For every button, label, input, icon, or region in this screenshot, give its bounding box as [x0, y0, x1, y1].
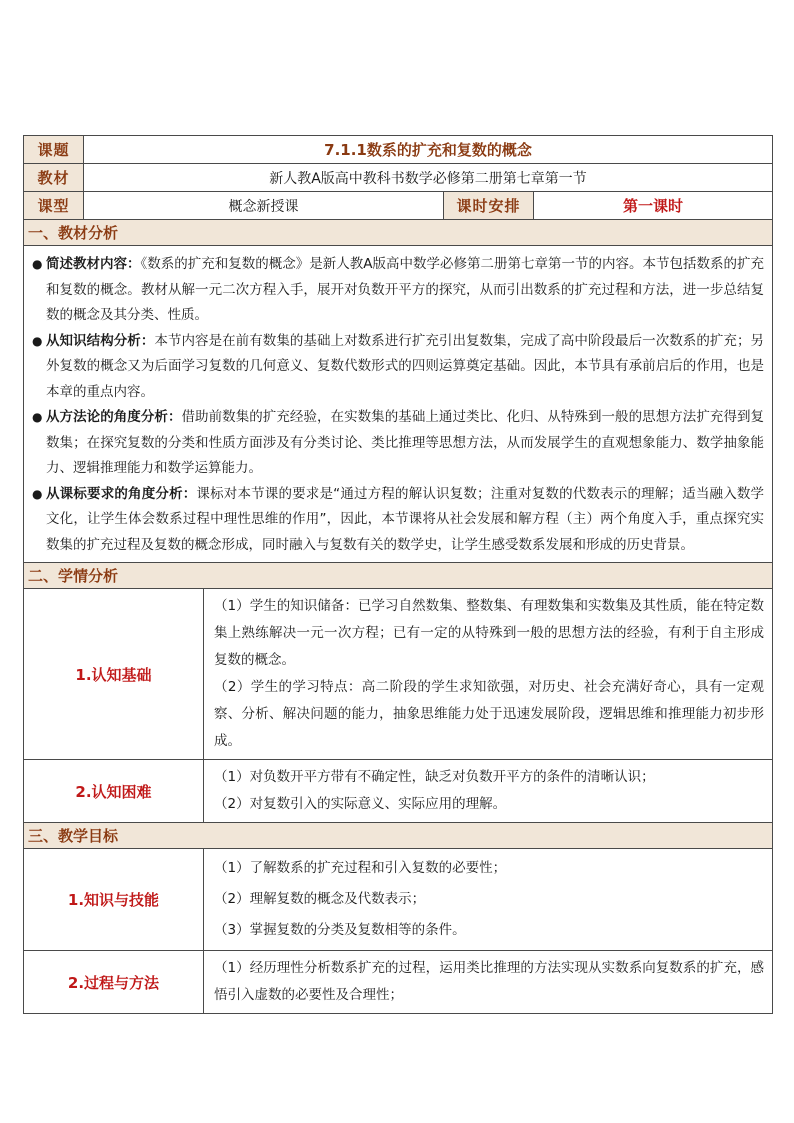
materials-item-body: 课标对本节课的要求是“通过方程的解认识复数；注重对复数的代数表示的理解；适当融入数学文化，让学生体会数系过程中理性思维的作用”，因此，本节课将从社会发展和解方程（主）两个角度入手，重点探究实数集的扩充过程及复数的概念形成，同时融入与复数有关的数学史，让学生感受数系发展和形成的历史背景。	[46, 485, 765, 553]
goals-label: 2.过程与方法	[24, 951, 204, 1014]
section-goals-title: 三、教学目标	[24, 823, 773, 849]
lesson-plan-table	[23, 135, 773, 1014]
bullet-dot-icon: ●	[32, 410, 43, 424]
materials-analysis	[24, 246, 773, 563]
section-learners-title: 二、学情分析	[24, 563, 773, 589]
content-line: （1）对负数开平方带有不确定性，缺乏对负数开平方的条件的清晰认识；	[214, 769, 655, 785]
materials-item	[32, 405, 764, 482]
materials-item-head: 从知识结构分析：	[46, 332, 155, 349]
materials-item	[32, 329, 764, 406]
type-label: 课型	[24, 192, 84, 220]
materials-item	[32, 252, 764, 329]
materials-item-body: 借助前数集的扩充经验，在实数集的基础上通过类比、化归、从特殊到一般的思想方法扩充得到复数集；在探究复数的分类和性质方面涉及有分类讨论、类比推理等思想方法，从而发展学生的直观想象能力、数学抽象能力、逻辑推理能力和数学运算能力。	[46, 409, 765, 476]
content-line: （2）理解复数的概念及代数表示；	[214, 891, 426, 907]
textbook-label: 教材	[24, 164, 84, 192]
goals-content	[204, 951, 773, 1014]
schedule-label: 课时安排	[444, 192, 534, 220]
learners-content	[204, 760, 773, 823]
materials-item-head: 简述教材内容：	[46, 256, 141, 272]
content-line: （1）了解数系的扩充过程和引入复数的必要性；	[214, 860, 507, 876]
materials-item-body: 《数系的扩充和复数的概念》是新人教A版高中数学必修第二册第七章第一节的内容。本节包括数系的扩充和复数的概念。教材从解一元二次方程入手，展开对负数开平方的探究，从而引出数系的扩充过程和方法，进一步总结复数的概念及其分类、性质。	[46, 256, 765, 323]
materials-item-head: 从方法论的角度分析：	[46, 409, 182, 425]
materials-item-body: 本节内容是在前有数集的基础上对数系进行扩充引出复数集，完成了高中阶段最后一次数系的扩充；另外复数的概念又为后面学习复数的几何意义、复数代数形式的四则运算奠定基础。因此，本节具有承前启后的作用，也是本章的重点内容。	[46, 332, 765, 400]
goals-content	[204, 849, 773, 951]
type-value: 概念新授课	[84, 192, 444, 220]
topic-label: 课题	[24, 136, 84, 164]
content-line: （1）学生的知识储备：已学习自然数集、整数集、有理数集和实数集及其性质，能在特定数集上熟练解决一元一次方程；已有一定的从特殊到一般的思想方法的经验，有利于自主形成复数的概念。	[214, 598, 765, 668]
goals-label: 1.知识与技能	[24, 849, 204, 951]
schedule-value: 第一课时	[534, 192, 773, 220]
bullet-dot-icon: ●	[32, 257, 43, 271]
bullet-dot-icon: ●	[32, 486, 43, 501]
topic-value: 7.1.1数系的扩充和复数的概念	[84, 136, 773, 164]
materials-item	[32, 482, 764, 559]
lesson-plan	[23, 135, 772, 1014]
content-line: （1）经历理性分析数系扩充的过程，运用类比推理的方法实现从实数系向复数系的扩充，感悟引入虚数的必要性及合理性；	[214, 960, 765, 1003]
materials-item-head: 从课标要求的角度分析：	[46, 485, 197, 502]
learners-label: 2.认知困难	[24, 760, 204, 823]
learners-content	[204, 589, 773, 760]
bullet-dot-icon: ●	[32, 333, 43, 348]
content-line: （2）学生的学习特点：高二阶段的学生求知欲强，对历史、社会充满好奇心，具有一定观察、分析、解决问题的能力，抽象思维能力处于迅速发展阶段，逻辑思维和推理能力初步形成。	[214, 679, 765, 749]
content-line: （2）对复数引入的实际意义、实际应用的理解。	[214, 796, 507, 812]
learners-label: 1.认知基础	[24, 589, 204, 760]
textbook-value: 新人教A版高中教科书数学必修第二册第七章第一节	[84, 164, 773, 192]
content-line: （3）掌握复数的分类及复数相等的条件。	[214, 922, 466, 938]
section-materials-title: 一、教材分析	[24, 220, 773, 246]
